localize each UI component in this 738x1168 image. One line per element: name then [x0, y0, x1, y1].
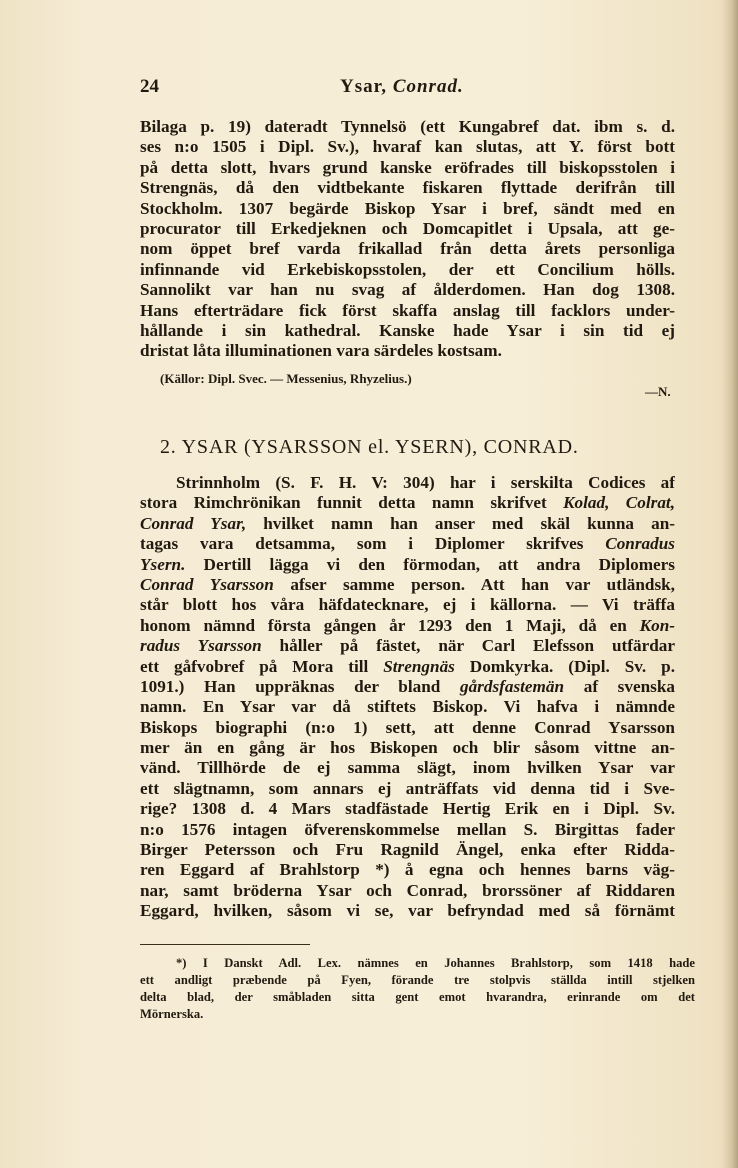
section-body-line: Conrad Ysar, hvilket namn han anser med skäl kunna an-: [140, 513, 675, 533]
italic-text: Ysern.: [140, 554, 186, 574]
upper-entry-line: nom öppet bref varda frikallad från detta årets personliga: [140, 239, 675, 259]
section-body-line: Conrad Ysarsson afser samme person. Att han var utländsk,: [140, 574, 675, 594]
section-body-line: Birger Petersson och Fru Ragnild Ängel, enka efter Ridda-: [140, 840, 675, 860]
section-body-text: [140, 473, 675, 922]
footnote-line: Mörnerska.: [140, 1007, 204, 1021]
sources-line: (Källor: Dipl. Svec. — Messenius, Rhyzelius.): [160, 371, 412, 386]
running-head-surname: Ysar,: [340, 76, 388, 97]
section-body-line: rige? 1308 d. 4 Mars stadfästade Hertig Erik en i Dipl. Sv.: [140, 799, 675, 819]
italic-text: Kolad, Colrat,: [563, 493, 675, 513]
upper-entry-line: ses n:o 1505 i Dipl. Sv.), hvaraf kan slutas, att Y. först bott: [140, 137, 675, 157]
section-heading: 2. YSAR (YSARSSON el. YSERN), CONRAD.: [160, 436, 579, 458]
section-body-line: tagas vara detsamma, som i Diplomer skrifves Conradus: [140, 534, 675, 554]
section-body-line: nar, samt bröderna Ysar och Conrad, brorssöner af Riddaren: [140, 880, 675, 900]
page-number: 24: [140, 76, 159, 97]
footnote-rule: [140, 944, 310, 945]
section-body-line: Biskops biographi (n:o 1) sett, att denne Conrad Ysarsson: [140, 717, 675, 737]
section-body-line: 1091.) Han uppräknas der bland gårdsfastemän af svenska: [140, 676, 675, 696]
section-body-line: n:o 1576 intagen öfverenskommelse mellan S. Birgittas fader: [140, 819, 675, 839]
upper-entry-line: hållande i sin kathedral. Kanske hade Ysar i sin tid ej: [140, 320, 675, 340]
upper-entry-text: [140, 117, 675, 362]
upper-entry-line: Stockholm. 1307 begärde Biskop Ysar i bref, sändt med en: [140, 198, 675, 218]
upper-entry-line: på detta slott, hvars grund kanske eröfrades till biskopsstolen i: [140, 157, 675, 177]
section-body-line: ren Eggard af Brahlstorp *) å egna och hennes barns väg-: [140, 860, 675, 880]
footnote-line: ett andligt præbende på Fyen, förande tre stolpvis ställda intill stjelken: [140, 973, 695, 987]
section-body-line: radus Ysarsson håller på fästet, när Carl Elefsson utfärdar: [140, 636, 675, 656]
upper-entry-line: Sannolikt var han nu svag af ålderdomen. Han dog 1308.: [140, 280, 675, 300]
footnote-line: delta blad, der småbladen sitta gent emot hvarandra, erinrande om det: [140, 990, 695, 1004]
section-body-line: ett slägtnamn, som annars ej anträffats vid denna tid i Sve-: [140, 778, 675, 798]
upper-entry-line: procurator till Erkedjeknen och Domcapitlet i Upsala, att ge-: [140, 218, 675, 238]
upper-entry-line: Strengnäs, då den vidtbekante fiskaren flyttade derifrån till: [140, 178, 675, 198]
section-body-line: mer än en gång är hos Biskopen och blir såsom vittne an-: [140, 738, 675, 758]
upper-entry-line: Hans efterträdare fick först skaffa anslag till facklors under-: [140, 300, 675, 320]
upper-entry-line: dristat låta illuminationen vara särdeles kostsam.: [140, 341, 502, 361]
italic-text: radus Ysarsson: [140, 636, 262, 656]
page-edge-shadow: [722, 0, 738, 1168]
section-body-line: vänd. Tillhörde de ej samma slägt, inom hvilken Ysar var: [140, 758, 675, 778]
page-header: [140, 76, 680, 106]
italic-text: Kon-: [639, 615, 675, 635]
section-body-line: stora Rimchrönikan funnit detta namn skrifvet Kolad, Colrat,: [140, 493, 675, 513]
italic-text: Conradus: [605, 534, 675, 554]
section-body-line: ett gåfvobref på Mora till Strengnäs Domkyrka. (Dipl. Sv. p.: [140, 656, 675, 676]
author-signature: —N.: [645, 384, 671, 399]
footnote: [140, 955, 695, 1023]
section-body-line: Ysern. Dertill lägga vi den förmodan, att andra Diplomers: [140, 554, 675, 574]
section-body-line: Strinnholm (S. F. H. V: 304) har i serskilta Codices af: [176, 473, 675, 492]
upper-entry-line: infinnande vid Erkebiskopsstolen, der ett Concilium hölls.: [140, 259, 675, 279]
italic-text: Conrad Ysarsson: [140, 574, 274, 594]
section-body-line: står blott hos våra häfdatecknare, ej i källorna. — Vi träffa: [140, 595, 675, 615]
section-body-line: Eggard, hvilken, såsom vi se, var befryndad med så förnämt: [140, 901, 675, 921]
upper-entry-line: Bilaga p. 19) dateradt Tynnelsö (ett Kungabref dat. ibm s. d.: [140, 117, 675, 136]
italic-text: Strengnäs: [383, 656, 455, 676]
italic-text: gårdsfastemän: [459, 676, 565, 696]
section-body-line: namn. En Ysar var då stiftets Biskop. Vi hafva i nämnde: [140, 697, 675, 717]
italic-text: Conrad Ysar,: [140, 513, 247, 533]
running-head-forename: Conrad.: [392, 76, 464, 97]
section-body-line: honom nämnd första gången år 1293 den 1 Maji, då en Kon-: [140, 615, 675, 635]
footnote-line: *) I Danskt Adl. Lex. nämnes en Johannes Brahlstorp, som 1418 hade: [176, 956, 695, 970]
running-head: [340, 76, 464, 98]
